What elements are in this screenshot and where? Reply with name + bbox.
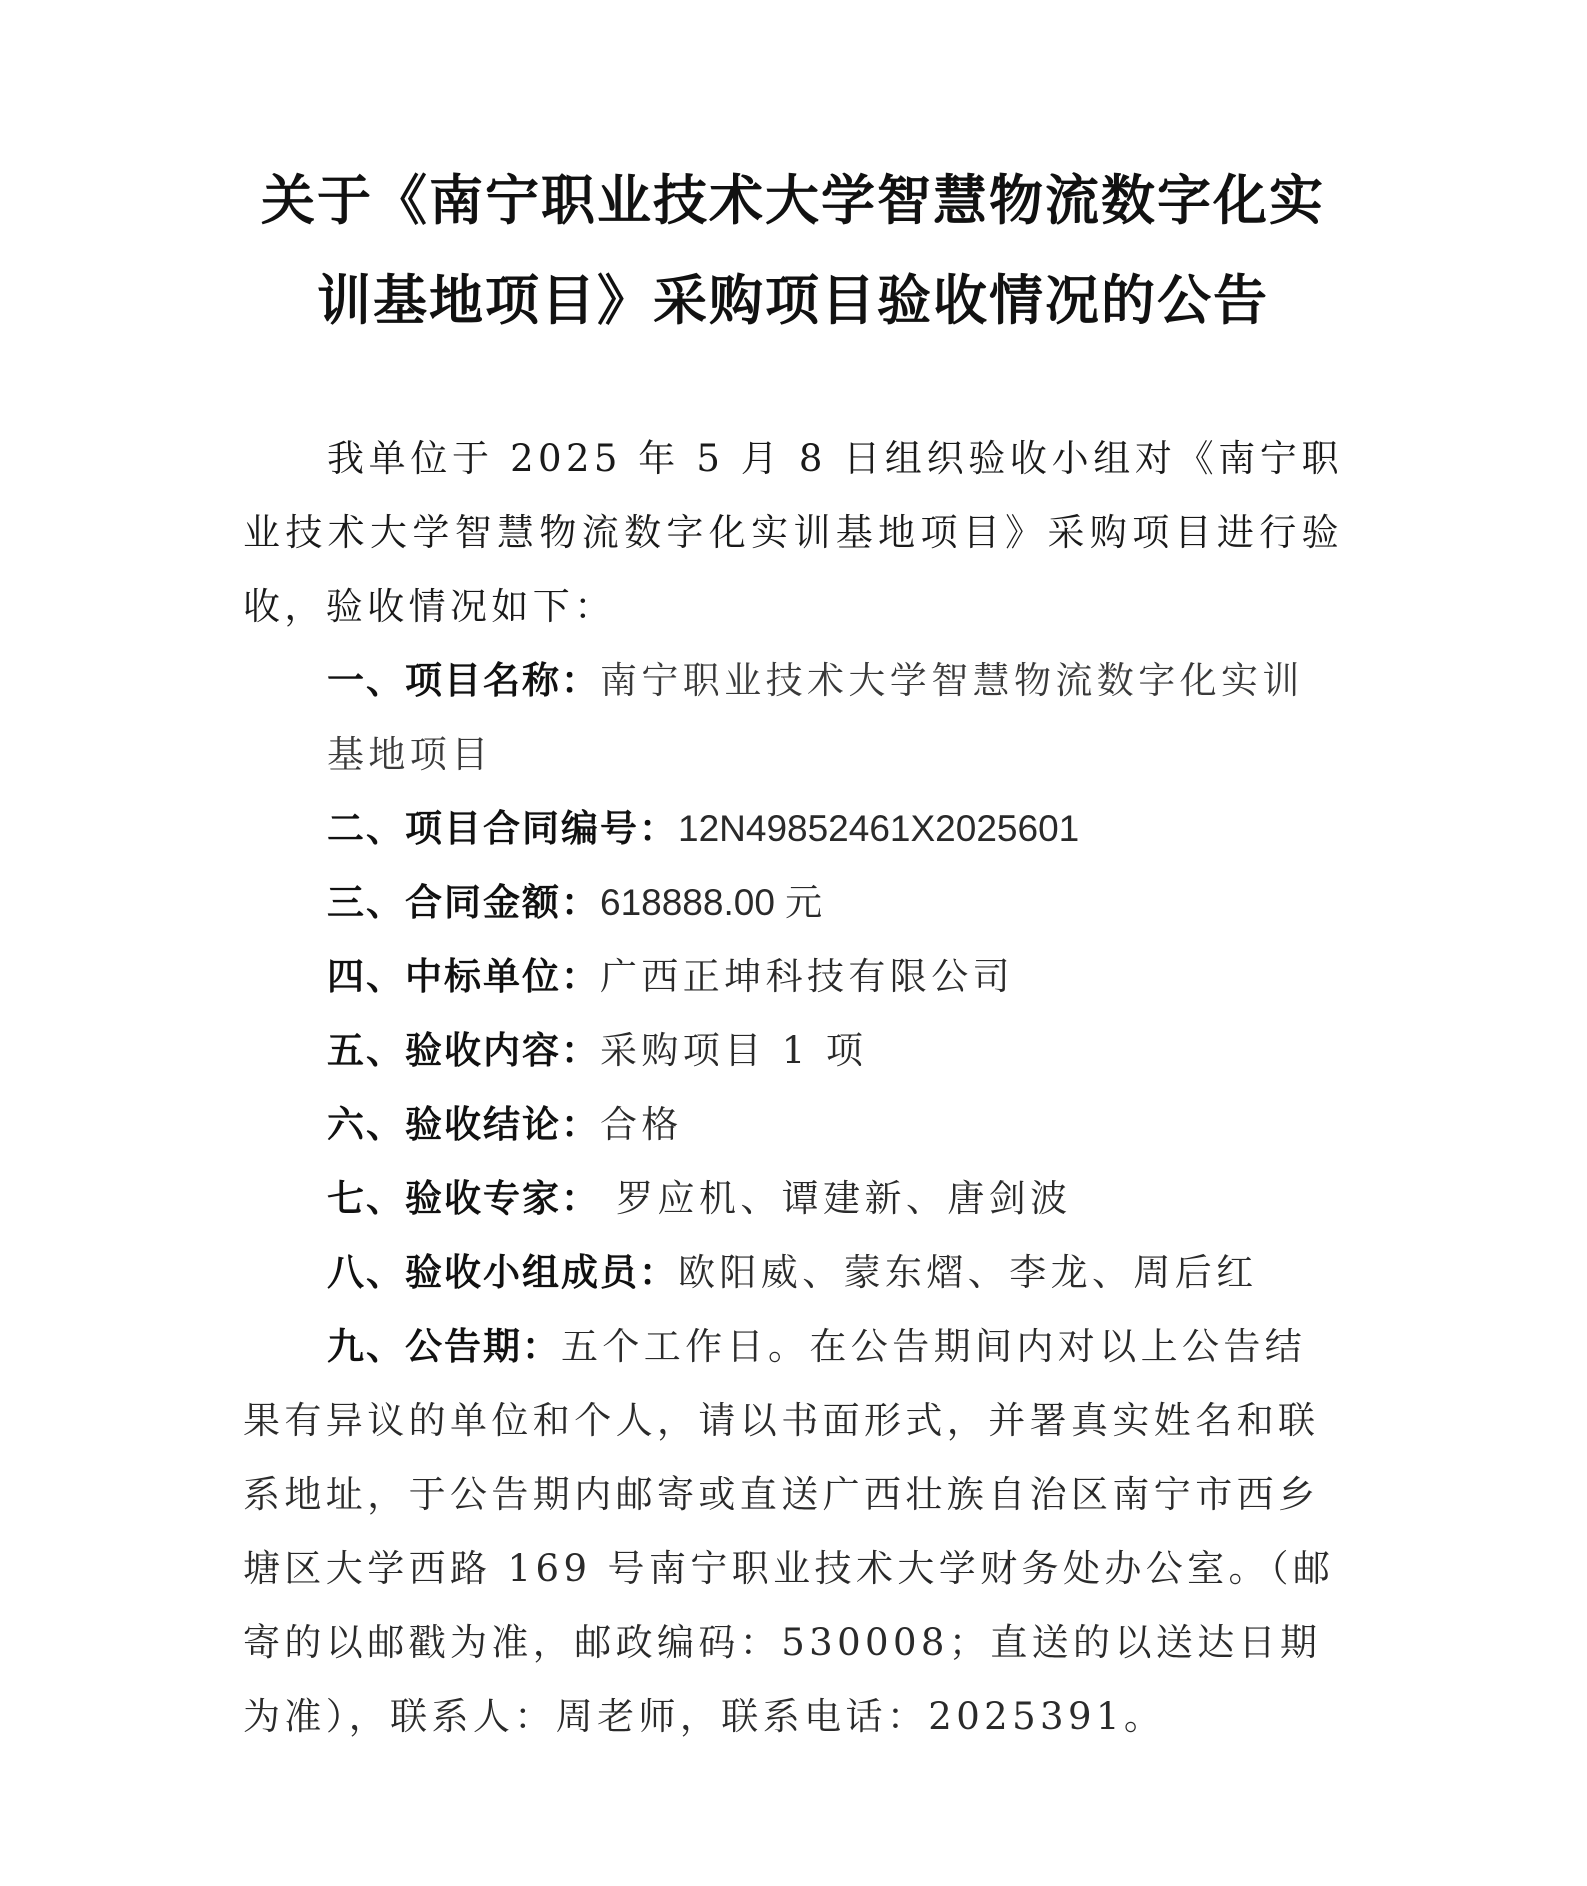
item-project-name (243, 644, 1343, 792)
announcement-period-label: 九、公告期： (327, 1325, 561, 1368)
item-contract-amount (243, 866, 1343, 940)
item-announcement-period (243, 1310, 1343, 1754)
item-acceptance-conclusion (243, 1088, 1343, 1162)
item-contract-number (243, 792, 1343, 866)
project-name-value: 南宁职业技术大学智慧物流数字化实训基地项目 (327, 659, 1304, 776)
group-members-label: 八、验收小组成员： (327, 1251, 678, 1294)
group-members-value: 欧阳威、蒙东熠、李龙、周后红 (678, 1251, 1258, 1294)
contract-amount-value: 618888.00 元 (600, 882, 823, 923)
title-line-1: 关于《南宁职业技术大学智慧物流数字化实 (261, 168, 1325, 232)
announcement-period-value: 五个工作日。在公告期间内对以上公告结果有异议的单位和个人，请以书面形式，并署真实姓名和联系地址，于公告期内邮寄或直送广西壮族自治区南宁市西乡塘区大学西路 169 号南宁职业技术大学财务处办公室。（邮寄的以邮戳为准，邮政编码：530008；直送的以送达日期为准），联系人：周老师，联系电话：2025391。 (243, 1325, 1335, 1738)
acceptance-content-value: 采购项目 1 项 (600, 1029, 868, 1072)
contract-number-label: 二、项目合同编号： (327, 807, 678, 850)
item-acceptance-experts (243, 1162, 1343, 1236)
item-acceptance-content (243, 1014, 1343, 1088)
contract-amount-label: 三、合同金额： (327, 881, 600, 924)
acceptance-conclusion-value: 合格 (600, 1103, 683, 1146)
winning-bidder-label: 四、中标单位： (327, 955, 600, 998)
contract-number-value: 12N49852461X2025601 (678, 808, 1080, 849)
acceptance-experts-value: 罗应机、谭建新、唐剑波 (600, 1177, 1072, 1220)
acceptance-conclusion-label: 六、验收结论： (327, 1103, 600, 1146)
title-line-2: 训基地项目》采购项目验收情况的公告 (317, 268, 1269, 332)
intro-paragraph: 我单位于 2025 年 5 月 8 日组织验收小组对《南宁职业技术大学智慧物流数字化实训基地项目》采购项目进行验收，验收情况如下： (243, 437, 1343, 628)
item-group-members (243, 1236, 1343, 1310)
acceptance-experts-label: 七、验收专家： (327, 1177, 600, 1220)
page-title (243, 150, 1343, 350)
notice-body (243, 422, 1343, 1754)
acceptance-content-label: 五、验收内容： (327, 1029, 600, 1072)
project-name-label: 一、项目名称： (327, 659, 600, 702)
notice-page (243, 150, 1343, 1754)
winning-bidder-value: 广西正坤科技有限公司 (600, 955, 1014, 998)
item-winning-bidder (243, 940, 1343, 1014)
